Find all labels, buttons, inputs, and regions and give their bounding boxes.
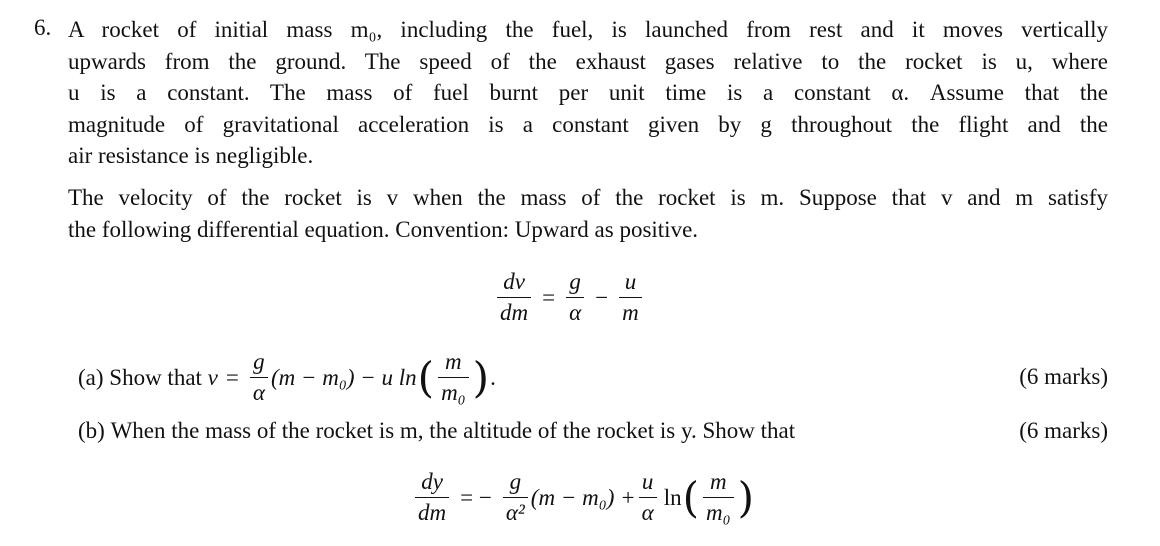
part-a-text: Show that [109,364,202,390]
part-b-marks: (6 marks) [1019,418,1108,443]
equals-sign: = [225,364,239,390]
variable-v: v [207,364,218,390]
fraction-dv-dm [497,270,531,325]
denominator: α [252,380,265,406]
fraction-dy-dm [415,470,449,525]
numerator: g [569,269,581,294]
fraction-bar [415,497,449,498]
paragraph-line: air resistance is negligible. [68,143,314,168]
part-a-marks: (6 marks) [1019,364,1108,389]
fraction-bar [250,377,268,378]
question-number: 6. [34,15,52,40]
numerator: m [445,349,462,374]
part-b [78,418,795,444]
ln-operator: ln [663,484,682,510]
numerator: g [253,349,265,374]
fraction-u-alpha [639,470,657,525]
paragraph-line: the following differential equation. Convention: Upward as positive. [68,216,699,242]
minus-sign: − [595,284,609,310]
fraction-u-m [619,270,642,325]
fraction-bar [497,297,531,298]
denominator: α² [505,500,525,526]
period: . [490,364,496,390]
denominator: α [641,500,654,526]
fraction-bar [566,297,584,298]
part-a-label: (a) [78,364,104,390]
denominator: α [569,300,582,326]
paragraph-line: magnitude of gravitational acceleration is a constant given by g throughout the flight and the [68,111,1108,137]
fraction-bar [503,497,528,498]
fraction-m-m0 [438,350,469,405]
denominator: dm [418,500,447,526]
numerator: u [641,469,654,494]
paragraph-line: u is a constant. The mass of fuel burnt per unit time is a constant α. Assume that the [68,80,1108,105]
part-b-expression: (m − m₀) + [530,484,636,510]
denominator: dm [500,300,529,326]
numerator: dy [421,469,443,494]
equals-minus: = − [460,484,492,510]
right-paren: ) [472,352,490,402]
right-paren: ) [737,472,754,522]
denominator: m₀ [705,500,731,526]
altitude-equation [412,470,755,525]
fraction-bar [438,377,469,378]
differential-equation [494,270,645,325]
part-b-text: When the mass of the rocket is m, the altitude of the rocket is y. Show that [110,418,796,443]
equals-sign: = [542,284,556,310]
paragraph-line: upwards from the ground. The speed of the exhaust gases relative to the rocket is u, where [68,48,1108,74]
left-paren: ( [417,352,435,402]
fraction-bar [639,497,657,498]
paragraph-line: The velocity of the rocket is v when the mass of the rocket is m. Suppose that v and m satisfy [68,185,1108,210]
question-paragraph-1 [68,14,1108,172]
fraction-g-alpha [250,350,268,405]
numerator: m [709,469,727,494]
numerator: u [624,269,637,294]
fraction-m-m0 [703,470,734,525]
fraction-bar [619,297,642,298]
paragraph-line: A rocket of initial mass m₀, including the fuel, is launched from rest and it moves vertically [68,17,1108,42]
part-a [78,350,496,405]
part-a-expression: (m − m₀) − u ln [270,364,417,390]
numerator: dv [503,269,525,294]
fraction-g-alpha [566,270,584,325]
part-b-label: (b) [78,418,105,443]
left-paren: ( [682,472,699,522]
fraction-g-alpha-squared [503,470,528,525]
denominator: m₀ [441,380,466,406]
question-paragraph-2 [68,182,1108,245]
fraction-bar [703,497,734,498]
denominator: m [622,300,639,326]
numerator: g [509,469,522,494]
